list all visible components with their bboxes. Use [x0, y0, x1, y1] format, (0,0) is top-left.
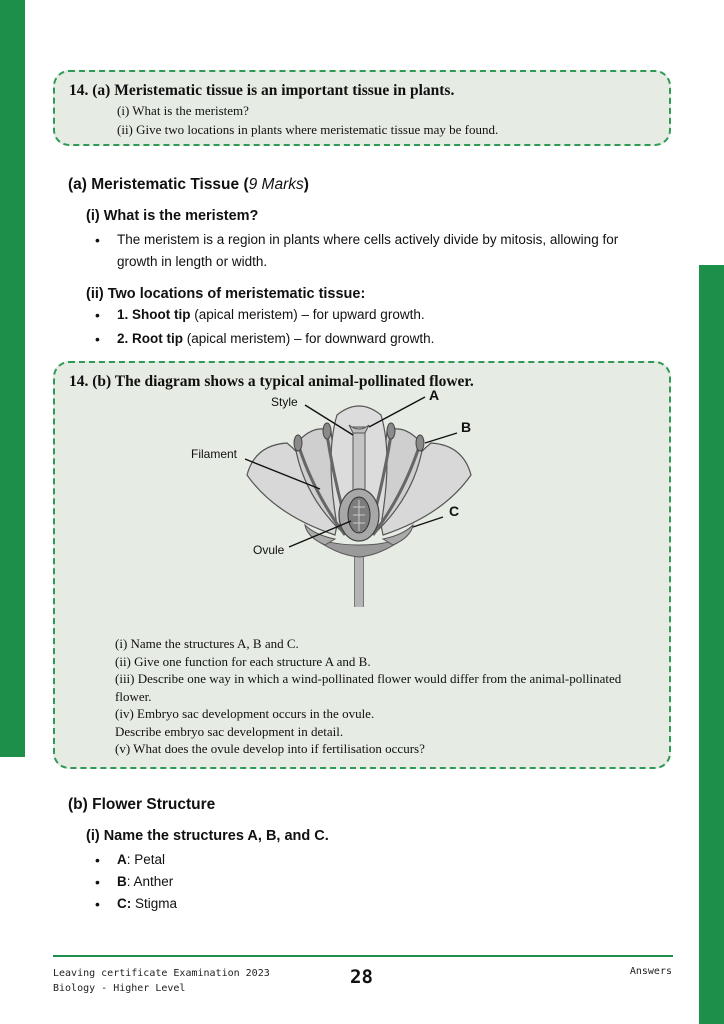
right-accent-bar	[699, 265, 724, 1024]
anther-right-inner	[387, 423, 395, 439]
label-filament: Filament	[191, 447, 238, 461]
flower-diagram	[185, 385, 475, 613]
question-a-title: 14. (a) Meristematic tissue is an important tissue in plants.	[69, 82, 455, 99]
list-item: • 1. Shoot tip (apical meristem) – for upward growth.	[95, 304, 655, 326]
question-b-parts	[115, 635, 655, 758]
list-item: • 2. Root tip (apical meristem) – for downward growth.	[95, 328, 655, 350]
answer-a-heading: (a) Meristematic Tissue (9 Marks)	[68, 176, 309, 193]
style	[353, 427, 365, 499]
footer-exam-info	[53, 966, 270, 996]
list-item: • C: Stigma	[95, 893, 655, 915]
label-c: C	[449, 503, 460, 519]
question-b-part-i: (i) Name the structures A, B and C.	[115, 636, 299, 651]
answer-a-part-i-heading: (i) What is the meristem?	[86, 208, 259, 224]
answer-b-heading: (b) Flower Structure	[68, 796, 216, 813]
answer-a-marks: 9 Marks	[248, 176, 304, 193]
page-number: 28	[350, 966, 373, 988]
flower-diagram-svg	[185, 385, 475, 613]
list-item: • The meristem is a region in plants where cells actively divide by mitosis, allowing for growth in length or width.	[95, 229, 655, 273]
list-item: • B: Anther	[95, 871, 655, 893]
anther-left-outer	[294, 435, 302, 451]
list-item: • A: Petal	[95, 849, 655, 871]
footer-exam-title: Leaving certificate Examination 2023	[53, 968, 270, 979]
answer-a-part-ii-list	[95, 304, 655, 350]
question-a-box	[53, 70, 671, 146]
label-b: B	[461, 419, 472, 435]
answer-a-part-i-list	[95, 229, 655, 273]
answer-b-part-i-heading: (i) Name the structures A, B, and C.	[86, 828, 329, 844]
question-b-part-iii: (iii) Describe one way in which a wind-pollinated flower would differ from the animal-pollinated flower.	[115, 671, 622, 704]
question-b-part-iv: (iv) Embryo sac development occurs in the ovule.	[115, 706, 375, 721]
anther-right-outer	[416, 435, 424, 451]
label-ovule: Ovule	[253, 543, 285, 557]
anther-left-inner	[323, 423, 331, 439]
question-b-part-v: (v) What does the ovule develop into if fertilisation occurs?	[115, 741, 425, 756]
question-a-part-ii: (ii) Give two locations in plants where meristematic tissue may be found.	[117, 122, 499, 137]
answer-a-part-ii-heading: (ii) Two locations of meristematic tissue:	[86, 286, 366, 302]
question-b-part-ii: (ii) Give one function for each structure A and B.	[115, 653, 371, 669]
footer-exam-level: Biology - Higher Level	[53, 983, 186, 994]
answer-b-part-i-list	[95, 849, 655, 915]
question-b-title: 14. (b) The diagram shows a typical animal-pollinated flower.	[69, 373, 474, 390]
label-style: Style	[271, 395, 298, 409]
stem-fill	[355, 550, 363, 607]
label-a: A	[429, 387, 440, 403]
footer-section-label: Answers	[629, 966, 672, 977]
footer-divider	[53, 955, 673, 957]
left-accent-bar	[0, 0, 25, 757]
question-b-part-iv-detail: Describe embryo sac development in detail.	[115, 723, 344, 739]
question-a-part-i: (i) What is the meristem?	[117, 103, 249, 118]
b-pointer	[425, 433, 457, 443]
